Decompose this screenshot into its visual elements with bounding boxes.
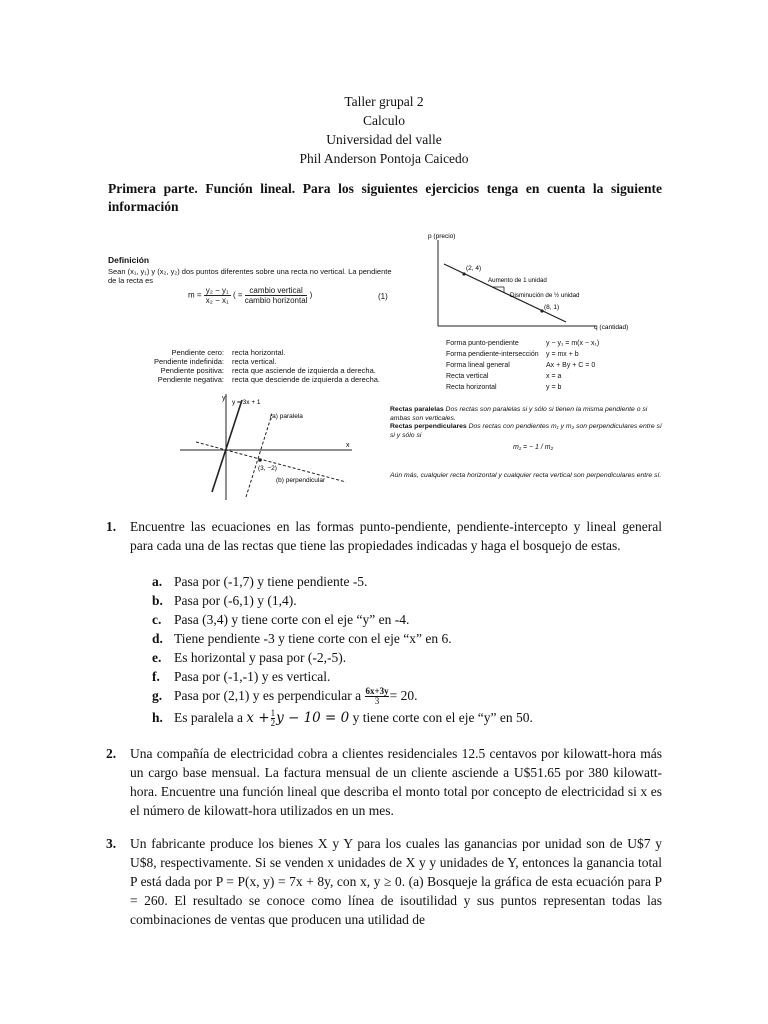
parallel-perpendicular-rules [390, 406, 662, 440]
case-row: Pendiente positiva: recta que asciende de izquierda a derecha. [160, 366, 376, 375]
change-fraction [245, 286, 308, 305]
question-2 [106, 744, 662, 820]
form-row: Recta vertical x = a [446, 373, 562, 380]
list-item: c. Pasa (3,4) y tiene corte con el eje “y” en -4. [152, 612, 410, 627]
form-row: Recta horizontal y = b [446, 384, 562, 391]
list-item: a. Pasa por (-1,7) y tiene pendiente -5. [152, 574, 368, 589]
definition-text: Sean (x₁, y₁) y (x₂, y₂) dos puntos diferentes sobre una recta no vertical. La pendiente de la recta es [108, 267, 392, 285]
case-row: Pendiente cero: recta horizontal. [171, 348, 286, 357]
perpendicular-label: (b) perpendicular [276, 477, 326, 484]
question-number: 1. [106, 519, 117, 534]
university-line: Universidad del valle [326, 132, 442, 147]
list-item: g. Pasa por (2,1) y es perpendicular a $\frac{6x+3y}{3}$ = 20. [152, 686, 418, 707]
list-item: h. Es paralela a x + $\frac{1}{2}$ y − 10 = 0 y tiene corte con el eje “y” en 50. [152, 708, 533, 729]
line-forms [446, 338, 599, 393]
slope-formula: m = $\frac{\text{y₂ − y₁}}{\text{x₂ − x₁}}$ ( = $\frac{\text{cambio vertical}}{\text{cambio horizontal}}$ ) [188, 286, 313, 305]
form-row: Forma lineal general Ax + By + C = 0 [446, 362, 596, 369]
question-1-items [152, 572, 533, 730]
perpendicular-title: Rectas perpendiculares [390, 423, 467, 430]
list-item: d. Tiene pendiente -3 y tiene corte con el eje “x” en 6. [152, 631, 452, 646]
list-item: b. Pasa por (-6,1) y (1,4). [152, 593, 297, 608]
question-1 [106, 517, 662, 555]
reference-figure [108, 228, 664, 498]
point-8-1-label: (8, 1) [544, 304, 560, 311]
equation-number: (1) [378, 292, 388, 301]
author-line: Phil Anderson Pontoja Caicedo [299, 151, 469, 166]
definition-title: Definición [108, 255, 150, 265]
line-label: y = 3x + 1 [232, 399, 261, 406]
x-axis-label: x [346, 442, 350, 449]
question-text: Encuentre las ecuaciones en las formas punto-pendiente, pendiente-intercepto y lineal general para cada una de las rectas que tiene las propiedades indicadas y haga el bosquejo de estas. [130, 519, 662, 553]
list-item: f. Pasa por (-1,-1) y es vertical. [152, 669, 331, 684]
definition-box [108, 256, 398, 285]
slope-num: y₂ − y₁ [205, 286, 229, 295]
case-row: Pendiente negativa: recta que desciende de izquierda a derecha. [157, 375, 381, 384]
title-line: Taller grupal 2 [344, 94, 424, 109]
parallel-perpendicular-graph [176, 392, 356, 502]
h-fraction: $\frac{1}{2}$ [270, 708, 276, 729]
perpendicular-text: Dos rectas con pendientes m₁ y m₂ son perpendiculares entre sí si y sólo si [390, 423, 662, 439]
p-axis-label: p (precio) [428, 233, 456, 240]
extra-rule: Aún más, cualquier recta horizontal y cualquier recta vertical son perpendiculares entre sí. [390, 472, 662, 479]
decrease-label: Disminución de ½ unidad [510, 292, 580, 299]
point-2-4-label: (2, 4) [466, 265, 482, 272]
change-den: cambio horizontal [244, 296, 308, 305]
form-row: Forma punto-pendiente y − y₁ = m(x − x₁) [446, 340, 600, 347]
point-label: (3, −2) [258, 465, 277, 472]
question-3 [106, 834, 662, 929]
parallel-text: Dos rectas son paralelas si y sólo si tienen la misma pendiente o si ambas son verticales. [390, 406, 648, 422]
question-number: 2. [106, 746, 117, 761]
case-row: Pendiente indefinida: recta vertical. [153, 357, 277, 366]
slope-fraction [204, 286, 231, 305]
question-text: Una compañía de electricidad cobra a clientes residenciales 12.5 centavos por kilowatt-hora más un cargo base mensual. La factura mensual de un cliente asciende a U$51.65 por 380 kilowatt-hora. Encuentre una función lineal que describa el monto total por concepto de electricidad si x es el número de kilowatt-hora utilizados en un mes. [130, 746, 662, 818]
question-text: Un fabricante produce los bienes X y Y para los cuales las ganancias por unidad son de U$7 y U$8, respectivamente. Si se venden x unidades de X y y unidades de Y, entonces la ganancia total P está dada por P = P(x, y) = 7x + 8y, con x, y ≥ 0. (a) Bosqueje la gráfica de esta ecuación para P = 260. El resultado se conoce como línea de isoutilidad y sus puntos representan todas las combinaciones de ventas que producen una utilidad de [130, 836, 662, 927]
form-row: Forma pendiente-intersección y = mx + b [446, 351, 579, 358]
perpendicular-equation: m₁ = − 1 / m₂ [513, 444, 554, 451]
change-num: cambio vertical [245, 286, 308, 296]
q-axis-label: q (cantidad) [594, 324, 629, 331]
course-line: Calculo [363, 113, 405, 128]
y-axis-label: y [222, 395, 226, 402]
parallel-label: (a) paralela [270, 413, 303, 420]
section-title: Primera parte. Función lineal. Para los siguientes ejercicios tenga en cuenta la siguiente información [108, 181, 662, 214]
price-quantity-graph [426, 230, 662, 334]
slope-cases [138, 348, 380, 384]
document-header [0, 92, 768, 168]
list-item: e. Es horizontal y pasa por (-2,-5). [152, 650, 347, 665]
m-label: m = [188, 290, 202, 300]
increase-label: Aumento de 1 unidad [488, 277, 547, 284]
g-fraction: $\frac{6x+3y}{3}$ [365, 686, 389, 707]
parallel-title: Rectas paralelas [390, 406, 444, 413]
question-number: 3. [106, 836, 117, 851]
slope-den: x₂ − x₁ [205, 296, 229, 305]
